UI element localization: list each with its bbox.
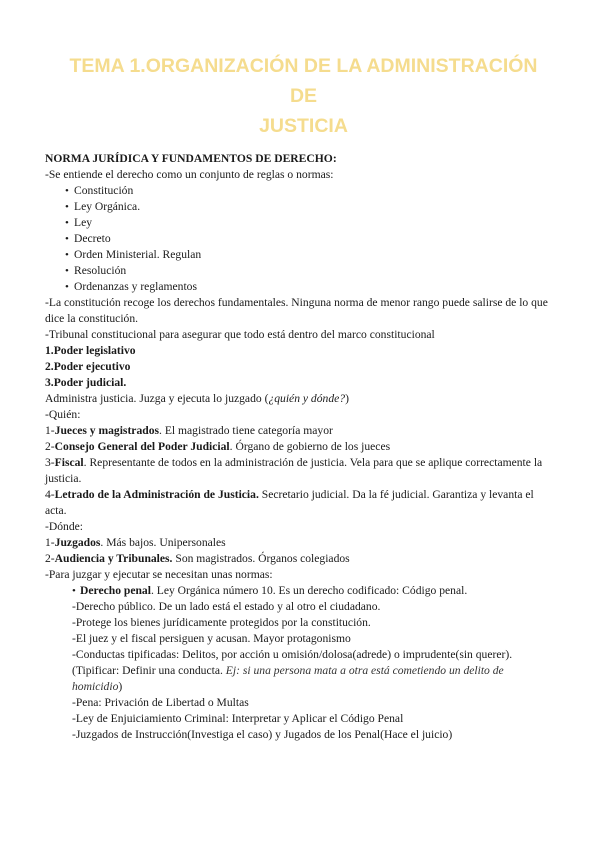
list-item: • Ordenanzas y reglamentos — [68, 279, 550, 295]
list-item — [45, 423, 550, 439]
constitucion-paragraph: -La constitución recoge los derechos fundamentales. Ninguna norma de menor rango puede salirse de lo que dice la constitución. — [45, 296, 548, 325]
tipificar-note — [72, 663, 550, 695]
title-line-1: TEMA 1.ORGANIZACIÓN DE LA ADMINISTRACIÓN DE — [69, 55, 538, 107]
list-item — [45, 439, 550, 455]
list-item: -Pena: Privación de Libertad o Multas — [72, 696, 249, 709]
list-item: • Ley — [68, 215, 550, 231]
list-item: -El juez y el fiscal persiguen y acusan. Mayor protagonismo — [72, 632, 351, 645]
list-item — [45, 551, 550, 567]
poder-ejecutivo: 2.Poder ejecutivo — [45, 360, 131, 373]
judicial-text: Administra justicia. Juzga y ejecuta lo juzgado ( — [45, 392, 269, 405]
tipificar-example: Ej: si una persona mata a otra está cometiendo un delito de homicidio — [72, 664, 504, 693]
judicial-description — [45, 391, 550, 407]
item-text: Son magistrados. Órganos colegiados — [172, 552, 350, 565]
penal-text: . Ley Orgánica número 10. Es un derecho codificado: Código penal. — [150, 584, 468, 597]
tipificar-text: (Tipificar: Definir una conducta. — [72, 664, 226, 677]
item-number: 2- — [45, 552, 55, 565]
item-bold: Audiencia y Tribunales. — [54, 552, 173, 565]
judicial-question: ¿quién y dónde? — [268, 392, 346, 405]
tribunal-paragraph: -Tribunal constitucional para asegurar que todo está dentro del marco constitucional — [45, 328, 435, 341]
bullet-icon: • — [72, 585, 76, 597]
list-item: • Constitución — [68, 183, 550, 199]
poder-judicial: 3.Poder judicial. — [45, 376, 127, 389]
norms-list — [45, 183, 550, 295]
item-number: 2- — [45, 440, 55, 453]
list-item: -Conductas tipificadas: Delitos, por acción u omisión/dolosa(adrede) o imprudente(sin querer). — [72, 648, 513, 661]
list-item: -Derecho público. De un lado está el estado y al otro el ciudadano. — [72, 600, 381, 613]
list-item: • Ley Orgánica. — [68, 199, 550, 215]
list-item — [72, 583, 550, 599]
list-item: -Protege los bienes jurídicamente protegidos por la constitución. — [72, 616, 371, 629]
item-number: 1- — [45, 424, 55, 437]
list-item: -Juzgados de Instrucción(Investiga el caso) y Jugados de los Penal(Hace el juicio) — [72, 728, 453, 741]
item-bold: Letrado de la Administración de Justicia. — [54, 488, 259, 501]
item-number: 3- — [45, 456, 55, 469]
judicial-close: ) — [345, 392, 349, 405]
donde-heading: -Dónde: — [45, 520, 83, 533]
item-text: . El magistrado tiene categoría mayor — [159, 424, 333, 437]
quien-heading: -Quién: — [45, 408, 81, 421]
item-bold: Fiscal — [54, 456, 84, 469]
item-number: 4- — [45, 488, 55, 501]
list-item: • Resolución — [68, 263, 550, 279]
list-item — [45, 487, 550, 519]
item-number: 1- — [45, 536, 55, 549]
item-text: . Representante de todos en la administración de justicia. Vela para que se aplique correctamente la justicia. — [45, 456, 543, 485]
intro-text: -Se entiende el derecho como un conjunto de reglas o normas: — [45, 168, 334, 181]
para-juzgar: -Para juzgar y ejecutar se necesitan unas normas: — [45, 568, 273, 581]
penal-bold: Derecho penal — [80, 584, 151, 597]
tipificar-close: ) — [118, 680, 123, 693]
list-item: • Decreto — [68, 231, 550, 247]
list-item: • Orden Ministerial. Regulan — [68, 247, 550, 263]
list-item — [45, 535, 550, 551]
item-bold: Juzgados — [54, 536, 101, 549]
penal-section — [45, 583, 550, 743]
section-heading: NORMA JURÍDICA Y FUNDAMENTOS DE DERECHO: — [45, 152, 337, 165]
item-text: . Más bajos. Unipersonales — [100, 536, 226, 549]
item-text: Secretario judicial. Da la fé judicial. Garantiza y levanta el acta. — [45, 488, 534, 517]
item-bold: Jueces y magistrados — [54, 424, 160, 437]
document-title — [45, 0, 550, 141]
title-line-2: JUSTICIA — [259, 115, 348, 137]
item-bold: Consejo General del Poder Judicial — [54, 440, 230, 453]
poder-legislativo: 1.Poder legislativo — [45, 344, 136, 357]
item-text: . Órgano de gobierno de los jueces — [229, 440, 391, 453]
document-body — [45, 151, 550, 743]
list-item: -Ley de Enjuiciamiento Criminal: Interpretar y Aplicar el Código Penal — [72, 712, 404, 725]
list-item — [45, 455, 550, 487]
